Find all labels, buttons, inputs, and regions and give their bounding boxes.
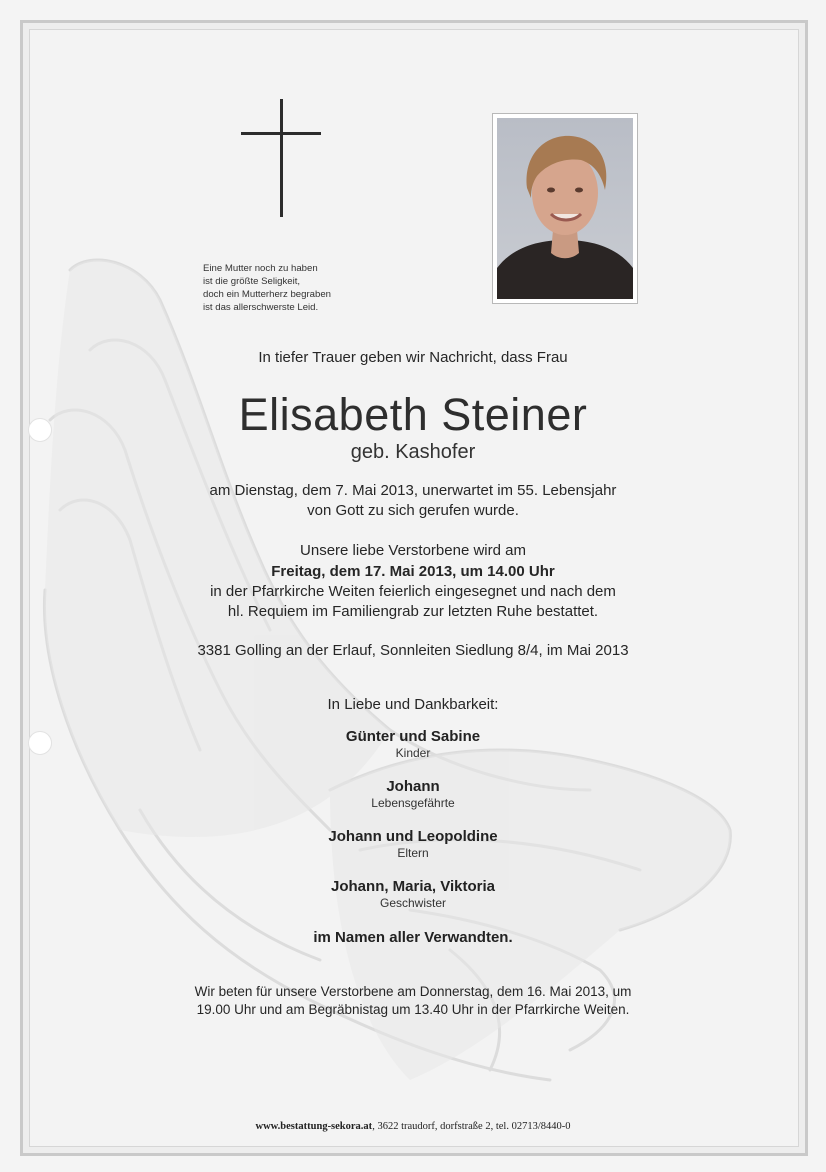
footer: [0, 1121, 826, 1132]
relative-names: Johann und Leopoldine: [328, 828, 498, 845]
place-date: 3381 Golling an der Erlauf, Sonnleiten Siedlung 8/4, im Mai 2013: [197, 642, 629, 659]
relative-names: Johann, Maria, Viktoria: [331, 878, 495, 895]
relative-names: Günter und Sabine: [345, 728, 481, 745]
relative-names: Johann: [386, 778, 440, 795]
footer-address: , 3622 traudorf, dorfstraße 2, tel. 02713/8440-0: [372, 1121, 571, 1132]
relative-role: Eltern: [397, 846, 429, 860]
portrait-image: [497, 118, 633, 299]
relative-role: Geschwister: [379, 896, 447, 910]
prayer-line: 19.00 Uhr und am Begräbnistag um 13.40 Uhr in der Pfarrkirche Weiten.: [196, 1002, 630, 1017]
poem-line: doch ein Mutterherz begraben: [203, 289, 331, 300]
death-notice-line: von Gott zu sich gerufen wurde.: [307, 502, 519, 519]
funeral-line: hl. Requiem im Familiengrab zur letzten Ruhe bestattet.: [227, 603, 599, 620]
deceased-name: Elisabeth Steiner: [238, 389, 588, 440]
funeral-line: Unsere liebe Verstorbene wird am: [300, 542, 526, 559]
funeral-line: in der Pfarrkirche Weiten feierlich eingesegnet und nach dem: [210, 583, 616, 600]
poem-line: ist das allerschwerste Leid.: [203, 302, 319, 313]
intro-text: In tiefer Trauer geben wir Nachricht, dass Frau: [258, 349, 568, 366]
maiden-name: geb. Kashofer: [350, 441, 476, 463]
prayer-line: Wir beten für unsere Verstorbene am Donnerstag, dem 16. Mai 2013, um: [194, 984, 632, 999]
gratitude-text: In Liebe und Dankbarkeit:: [327, 696, 499, 713]
portrait-photo: [492, 113, 638, 304]
relative-role: Kinder: [395, 746, 431, 760]
death-notice-line: am Dienstag, dem 7. Mai 2013, unerwartet im 55. Lebensjahr: [209, 482, 617, 499]
poem: [203, 262, 403, 314]
poem-line: Eine Mutter noch zu haben: [203, 263, 318, 274]
relative-role: Lebensgefährte: [371, 796, 455, 810]
cross-icon: [241, 99, 321, 217]
funeral-date-time: Freitag, dem 17. Mai 2013, um 14.00 Uhr: [271, 563, 555, 580]
closing-text: im Namen aller Verwandten.: [313, 929, 513, 946]
poem-line: ist die größte Seligkeit,: [203, 276, 301, 287]
footer-website: www.bestattung-sekora.at: [255, 1121, 373, 1132]
